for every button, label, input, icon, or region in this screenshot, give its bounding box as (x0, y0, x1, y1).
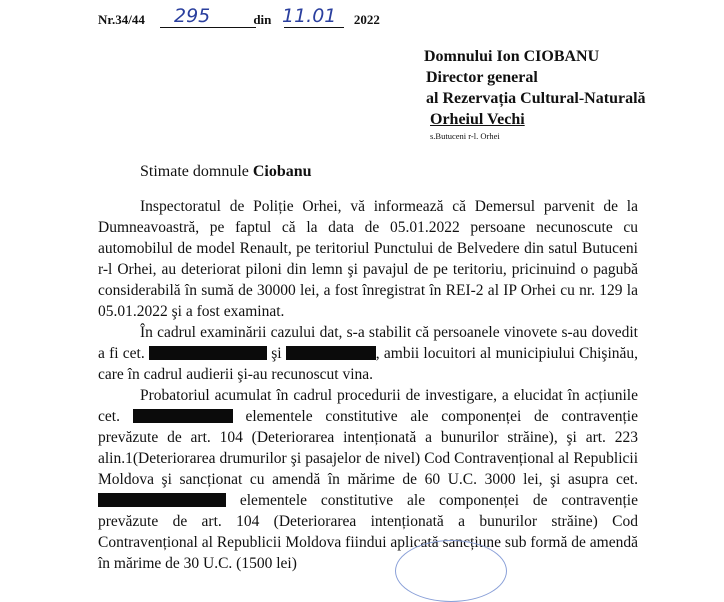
paragraph-2-part-a: În cadrul examinării cazului dat, s-a stabilit că persoanele vinovete s-au dovedit a fi cet. (98, 324, 638, 362)
redaction-box (98, 493, 226, 507)
recipient-block (424, 46, 646, 142)
paragraph-1: Inspectoratul de Poliție Orhei, vă informează că Demersul parvenit de la Dumneavoastră, pe faptul că la data de 05.01.2022 persoane necunoscute cu automobilul de model Renault, pe teritoriul Punctului de Belvedere din satul Butuceni r-l Orhei, au deteriorat piloni din lemn şi pavajul de pe teritoriu, pricinuind o pagubă considerabilă în sumă de 30000 lei, a fost înregistrat în REI-2 al IP Orhei cu nr. 129 la 05.01.2022 şi a fost examinat. (98, 198, 638, 320)
handwritten-ref-number: 295 (174, 5, 211, 27)
reference-prefix: Nr.34/44 (98, 12, 145, 27)
letter-body (98, 196, 638, 574)
paragraph-3-part-b: elementele constitutive ale componenței de contravenție prevăzute de art. 104 (Deteriorarea intenționată a bunurilor străine), şi art. 223 alin.1(Deteriorarea drumurilor şi pasajelor de nivel) Cod Contravențional al Republicii Moldova şi sancționat cu amendă în mărime de 60 U.C. 3000 lei, şi asupra cet. (98, 408, 638, 488)
ref-number-underline (160, 27, 256, 28)
redaction-box (286, 346, 376, 360)
recipient-address: s.Butuceni r-l. Orhei (430, 131, 500, 141)
recipient-title: Director general (426, 69, 538, 86)
official-stamp-seal (395, 540, 507, 602)
recipient-org: al Rezervația Cultural-Naturală (426, 90, 646, 107)
paragraph-2-part-c: , ambii locuitori al municipiului Chişinău, care în cadrul audierii şi-au recunoscut vina. (98, 345, 639, 383)
date-word: din (253, 12, 272, 27)
date-underline (284, 27, 344, 28)
recipient-org-name: Orheiul Vechi (430, 111, 525, 128)
reference-line (98, 5, 380, 28)
salutation-name: Ciobanu (252, 163, 312, 180)
salutation (140, 163, 312, 181)
redaction-box (133, 409, 233, 423)
salutation-text: Stimate domnule (140, 163, 249, 180)
year: 2022 (353, 12, 380, 27)
paragraph-3-part-a: Probatoriul acumulat în cadrul procedurii de investigare, a elucidat în acțiunile cet. (98, 387, 638, 425)
paragraph-2 (98, 322, 638, 385)
paragraph-2-part-b: şi (271, 345, 282, 362)
recipient-name: Domnului Ion CIOBANU (424, 48, 600, 65)
paragraph-3-part-c: elementele constitutive ale componenței de contravenție prevăzute de art. 104 (Deteriorarea intenționată a bunurilor străine) Cod Contravențional al Republicii Moldova fiindui aplicată sancțiune sub formă de amendă în mărime de 30 U.C. (1500 lei) (98, 492, 638, 572)
handwritten-date: 11.01 (282, 5, 337, 27)
paragraph-3 (98, 385, 638, 574)
redaction-box (149, 346, 267, 360)
